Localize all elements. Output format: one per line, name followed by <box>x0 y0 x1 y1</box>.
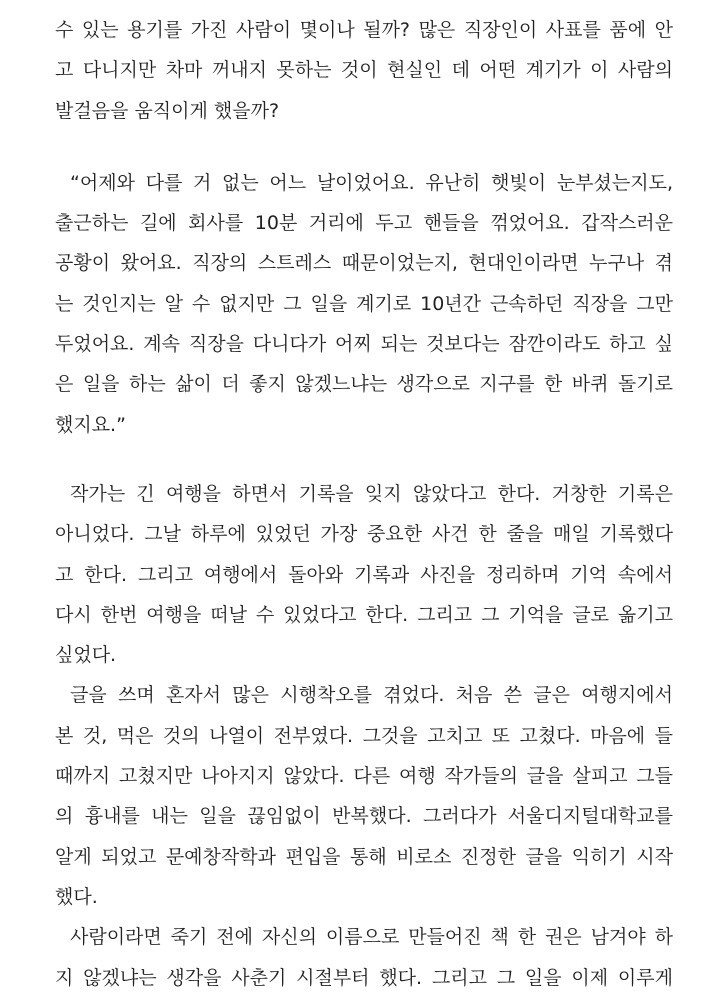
text-line: 고 한다. 그리고 여행에서 돌아와 기록과 사진을 정리하며 기억 속에서 <box>55 563 673 586</box>
paragraph-intro <box>55 10 673 131</box>
text-line: 수 있는 용기를 가진 사람이 몇이나 될까? 많은 직장인이 사표를 품에 안 <box>55 19 673 41</box>
text-line: 글을 쓰며 혼자서 많은 시행착오를 겪었다. 처음 쓴 글은 여행지에서 <box>70 684 673 707</box>
text-line: 은 일을 하는 삶이 더 좋지 않겠느냐는 생각으로 지구를 한 바퀴 돌기로 <box>55 373 673 396</box>
text-line: 고 다니지만 차마 꺼내지 못하는 것이 현실인 데 어떤 계기가 이 사람의 <box>55 59 673 82</box>
text-line: 출근하는 길에 회사를 10분 거리에 두고 핸들을 꺾었어요. 갑작스러운 <box>55 212 673 235</box>
text-line: 아니었다. 그날 하루에 있었던 가장 중요한 사건 한 줄을 매일 기록했다 <box>55 523 673 546</box>
text-line: “어제와 다를 거 없는 어느 날이었어요. 유난히 햇빛이 눈부셨는지도, <box>70 171 673 194</box>
document-page <box>55 10 673 998</box>
text-line: 작가는 긴 여행을 하면서 기록을 잊지 않았다고 한다. 거창한 기록은 <box>70 482 673 505</box>
text-line: 두었어요. 계속 직장을 다니다가 어찌 되는 것보다는 잠깐이라도 하고 싶 <box>55 333 673 356</box>
text-line: 의 흉내를 내는 일을 끊임없이 반복했다. 그러다가 서울디지털대학교를 <box>55 805 673 828</box>
text-line: 했지요.” <box>55 413 126 436</box>
paragraph-quote <box>55 163 673 445</box>
text-line: 발걸음을 움직이게 했을까? <box>55 99 280 122</box>
text-line: 했다. <box>55 885 98 908</box>
text-line: 알게 되었고 문예창작학과 편입을 통해 비로소 진정한 글을 익히기 시작 <box>55 845 673 868</box>
text-line: 다시 한번 여행을 떠날 수 있었다고 한다. 그리고 그 기억을 글로 옮기고 <box>55 603 673 626</box>
text-line: 본 것, 먹은 것의 나열이 전부였다. 그것을 고치고 또 고쳤다. 마음에 들 <box>55 724 673 747</box>
text-line: 싶었다. <box>55 644 117 667</box>
text-line: 사람이라면 죽기 전에 자신의 이름으로 만들어진 책 한 권은 남겨야 하 <box>70 926 673 949</box>
text-line: 는 것인지는 알 수 없지만 그 일을 계기로 10년간 근속하던 직장을 그만 <box>55 292 673 315</box>
text-line: 때까지 고쳤지만 나아지지 않았다. 다른 여행 작가들의 글을 살피고 그들 <box>55 765 673 788</box>
paragraph-body <box>55 474 673 998</box>
text-line: 공황이 왔어요. 직장의 스트레스 때문이었는지, 현대인이라면 누구나 겪 <box>55 252 673 275</box>
text-line: 지 않겠냐는 생각을 사춘기 시절부터 했다. 그리고 그 일을 이제 이루게 <box>55 966 673 989</box>
